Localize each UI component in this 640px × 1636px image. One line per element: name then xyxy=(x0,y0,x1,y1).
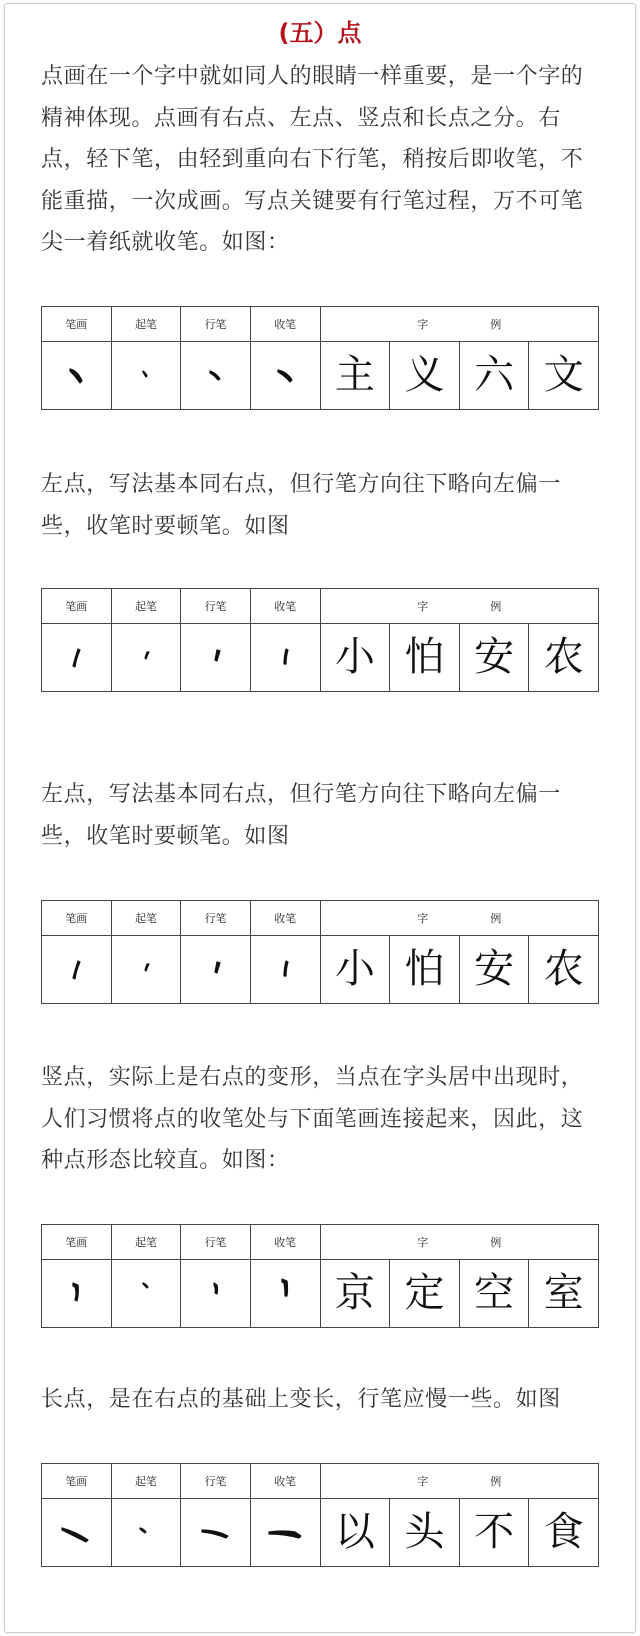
paragraph-line: 点，轻下笔，由轻到重向右下行笔，稍按后即收笔，不 xyxy=(41,147,584,172)
example-character: 义 xyxy=(390,342,460,410)
header-ex1: 字 xyxy=(417,600,429,613)
paragraph-line: 点画在一个字中就如同人的眼睛一样重要，是一个字的 xyxy=(41,64,584,89)
paragraph xyxy=(41,774,621,857)
stroke-cell xyxy=(181,936,251,1004)
header-end: 收笔 xyxy=(250,901,320,936)
stroke-table xyxy=(41,306,599,410)
paragraph-line: 些，收笔时要顿笔。如图 xyxy=(41,513,290,539)
stroke-cell xyxy=(181,1260,251,1328)
paragraph xyxy=(41,1057,621,1182)
example-character: 农 xyxy=(529,936,599,1004)
example-character: 小 xyxy=(320,936,390,1004)
stroke-cell xyxy=(42,1499,112,1567)
paragraph-line: 能重描，一次成画。写点关键要有行笔过程，万不可笔 xyxy=(41,188,584,214)
stroke-table xyxy=(41,1463,599,1567)
paragraph-line: 人们习惯将点的收笔处与下面笔画连接起来，因此，这 xyxy=(41,1106,584,1132)
long-dot-end-icon xyxy=(265,1508,305,1558)
example-character: 文 xyxy=(529,342,599,410)
paragraph-line: 尖一着纸就收笔。如图： xyxy=(41,230,290,255)
header-move: 行笔 xyxy=(181,1464,251,1499)
left-dot-icon xyxy=(56,633,96,683)
example-character: 空 xyxy=(459,1260,529,1328)
paragraph-line: 种点形态比较直。如图： xyxy=(41,1148,290,1173)
long-dot-start-icon xyxy=(126,1508,166,1558)
section-title: (五）点 xyxy=(278,19,362,47)
example-character: 怕 xyxy=(390,936,460,1004)
stroke-cell xyxy=(181,1499,251,1567)
example-character: 怕 xyxy=(390,624,460,692)
header-stroke: 笔画 xyxy=(42,901,112,936)
stroke-table xyxy=(41,900,599,1004)
stroke-cell xyxy=(181,342,251,410)
paragraph xyxy=(41,464,621,547)
stroke-table xyxy=(41,588,599,692)
header-move: 行笔 xyxy=(181,589,251,624)
paragraph-line: 些，收笔时要顿笔。如图 xyxy=(41,823,290,849)
example-character: 六 xyxy=(459,342,529,410)
example-character: 头 xyxy=(390,1499,460,1567)
header-ex2: 例 xyxy=(490,600,502,613)
header-stroke: 笔画 xyxy=(42,1464,112,1499)
stroke-cell xyxy=(111,1499,181,1567)
header-examples xyxy=(320,1225,599,1260)
header-examples xyxy=(320,589,599,624)
header-examples xyxy=(320,901,599,936)
left-dot-icon xyxy=(56,945,96,995)
vertical-dot-start-icon xyxy=(126,1269,166,1319)
long-dot-icon xyxy=(56,1508,96,1558)
left-dot-end-icon xyxy=(265,633,305,683)
paragraph-line: 精神体现。点画有右点、左点、竖点和长点之分。右 xyxy=(41,105,561,131)
vertical-dot-icon xyxy=(56,1269,96,1319)
stroke-cell xyxy=(111,1260,181,1328)
header-move: 行笔 xyxy=(181,901,251,936)
header-start: 起笔 xyxy=(111,1464,181,1499)
stroke-cell xyxy=(42,342,112,410)
header-ex2: 例 xyxy=(490,1475,502,1488)
stroke-cell xyxy=(250,342,320,410)
header-ex2: 例 xyxy=(490,318,502,331)
example-character: 不 xyxy=(459,1499,529,1567)
header-move: 行笔 xyxy=(181,1225,251,1260)
header-ex1: 字 xyxy=(417,912,429,925)
header-start: 起笔 xyxy=(111,901,181,936)
example-character: 小 xyxy=(320,624,390,692)
long-dot-move-icon xyxy=(196,1508,236,1558)
paragraph xyxy=(41,1379,621,1421)
right-dot-start-icon xyxy=(126,351,166,401)
example-character: 以 xyxy=(320,1499,390,1567)
header-ex2: 例 xyxy=(490,1236,502,1249)
example-character: 安 xyxy=(459,624,529,692)
header-stroke: 笔画 xyxy=(42,1225,112,1260)
header-examples xyxy=(320,307,599,342)
left-dot-move-icon xyxy=(196,633,236,683)
header-ex1: 字 xyxy=(417,318,429,331)
header-examples xyxy=(320,1464,599,1499)
header-stroke: 笔画 xyxy=(42,307,112,342)
header-end: 收笔 xyxy=(250,1225,320,1260)
paragraph xyxy=(41,56,621,264)
paragraph-line: 长点，是在右点的基础上变长，行笔应慢一些。如图 xyxy=(41,1387,561,1412)
left-dot-move-icon xyxy=(196,945,236,995)
header-start: 起笔 xyxy=(111,307,181,342)
header-start: 起笔 xyxy=(111,589,181,624)
header-end: 收笔 xyxy=(250,307,320,342)
example-character: 食 xyxy=(529,1499,599,1567)
header-ex1: 字 xyxy=(417,1236,429,1249)
stroke-cell xyxy=(250,1499,320,1567)
right-dot-end-icon xyxy=(265,351,305,401)
left-dot-start-icon xyxy=(126,945,166,995)
header-move: 行笔 xyxy=(181,307,251,342)
left-dot-end-icon xyxy=(265,945,305,995)
right-dot-icon xyxy=(56,351,96,401)
paragraph-line: 左点，写法基本同右点，但行笔方向往下略向左偏一 xyxy=(41,472,561,497)
stroke-cell xyxy=(250,1260,320,1328)
example-character: 安 xyxy=(459,936,529,1004)
paragraph-line: 竖点，实际上是右点的变形，当点在字头居中出现时， xyxy=(41,1065,584,1090)
vertical-dot-move-icon xyxy=(196,1269,236,1319)
header-end: 收笔 xyxy=(250,1464,320,1499)
example-character: 定 xyxy=(390,1260,460,1328)
stroke-cell xyxy=(111,342,181,410)
stroke-cell xyxy=(42,624,112,692)
stroke-cell xyxy=(42,936,112,1004)
left-dot-start-icon xyxy=(126,633,166,683)
vertical-dot-end-icon xyxy=(265,1269,305,1319)
example-character: 室 xyxy=(529,1260,599,1328)
stroke-table xyxy=(41,1224,599,1328)
example-character: 主 xyxy=(320,342,390,410)
stroke-cell xyxy=(42,1260,112,1328)
stroke-cell xyxy=(250,936,320,1004)
paragraph-line: 左点，写法基本同右点，但行笔方向往下略向左偏一 xyxy=(41,782,561,807)
example-character: 京 xyxy=(320,1260,390,1328)
stroke-cell xyxy=(111,624,181,692)
right-dot-move-icon xyxy=(196,351,236,401)
stroke-cell xyxy=(181,624,251,692)
header-stroke: 笔画 xyxy=(42,589,112,624)
header-start: 起笔 xyxy=(111,1225,181,1260)
example-character: 农 xyxy=(529,624,599,692)
header-ex2: 例 xyxy=(490,912,502,925)
stroke-cell xyxy=(250,624,320,692)
stroke-cell xyxy=(111,936,181,1004)
header-ex1: 字 xyxy=(417,1475,429,1488)
header-end: 收笔 xyxy=(250,589,320,624)
